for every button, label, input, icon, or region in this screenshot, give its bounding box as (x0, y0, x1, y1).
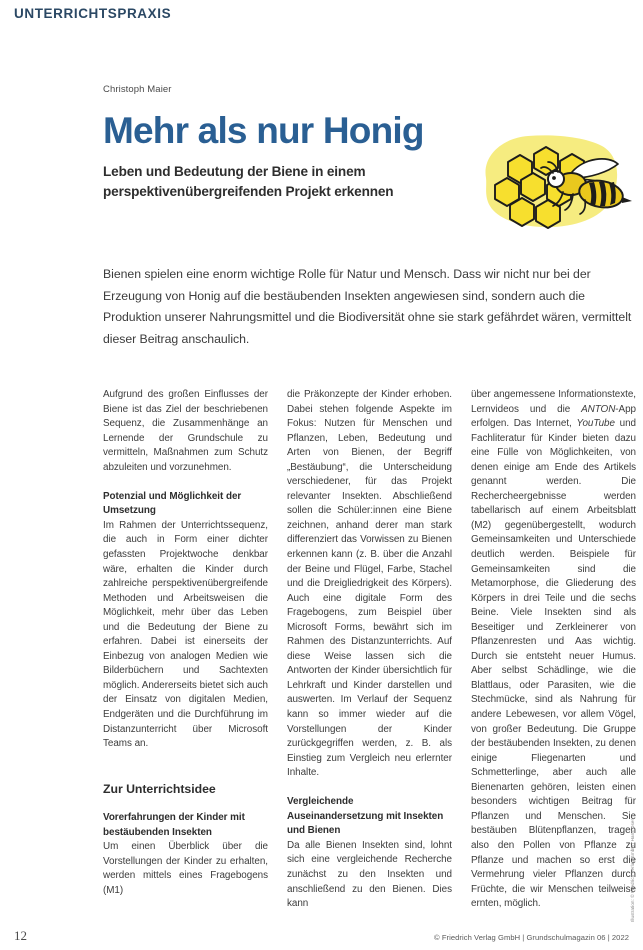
bee-illustration-svg (468, 128, 638, 233)
page-title: Mehr als nur Honig (103, 110, 424, 151)
page-subtitle: Leben und Bedeutung der Biene in einem perspektivenübergreifenden Projekt erkennen (103, 164, 394, 199)
section-heading: Zur Unterrichtsidee (103, 781, 216, 796)
bee-stinger (622, 197, 632, 203)
author-byline: Christoph Maier (103, 84, 172, 95)
imprint-line: © Friedrich Verlag GmbH | Grundschulmagazin 06 | 2022 (434, 933, 629, 942)
title-block (103, 110, 463, 202)
body-column-2 (287, 388, 452, 928)
bee-stripes (589, 181, 616, 206)
running-head: UNTERRICHTSPRAXIS (14, 6, 172, 21)
body-paragraph: Aufgrund des großen Einflusses der Biene ist das Ziel der beschriebenen Sequenz, die Zusammenhänge an Lernende der Grundschule zu vermitteln, Maßnahmen zum Schutz abzuleiten und vorzunehmen. (103, 389, 268, 473)
body-paragraph: Um einen Überblick über die Vorstellungen der Kinder zu erhalten, werden mittels eines Fragebogens (M1) (103, 841, 268, 896)
photo-credit-text: Illustration: © Friedrich Verlag GmbH | Hans Oser (630, 818, 635, 922)
subsection-heading: Vorerfahrungen der Kinder mit bestäubenden Insekten (103, 812, 245, 838)
body-column-3 (471, 388, 636, 928)
body-paragraph: Da alle Bienen Insekten sind, lohnt sich eine vergleichende Recherche zunächst zu den Insekten und anschließend zu den Bienen. Dies kann (287, 839, 452, 910)
body-column-1 (103, 388, 268, 928)
lead-paragraph: Bienen spielen eine enorm wichtige Rolle für Natur und Mensch. Dass wir nicht nur bei der Erzeugung von Honig auf die bestäubenden Insekten angewiesen sind, sondern auch die Produktion unserer Nahrungsmittel und die Biodiversität ohne sie stark gefährdet wären, vermittelt dieser Beitrag anschaulich. (103, 267, 632, 346)
bee-on-honeycomb-illustration (468, 128, 638, 233)
body-paragraph: die Präkonzepte der Kinder erhoben. Dabei stehen folgende Aspekte im Fokus: Nutzen für Menschen und Pflanzen, Leben, Bedeutung und Arten von Bienen, der Begriff „Bestäubung“, die Unterscheidung verschiedener, für das Projekt relevanter Insekten. Abschließend sollen die Schüler:innen eine Biene zeichnen, anhand derer man stark differenziert das Vorwissen zu Bienen erkennen kann (z. B. über die Anzahl der Beine und Flügel, Farbe, Stachel und die Dreigliedrigkeit des Körpers). Auch eine digitale Form des Fragebogens, zum Beispiel über Microsoft Forms, bewährt sich im Rahmen des Distanzunterrichts. Auf diese Weise lassen sich die Antworten der Kinder übersichtlich für Lehrkraft und Kinder darstellen und auswerten. Im Verlauf der Sequenz kann so immer wieder auf die Vorstellungen der Kinder zurückgegriffen werden, z. B. als Einstieg zum Vergleich neu erlernter Inhalte. (287, 389, 452, 779)
page-number: 12 (14, 928, 27, 943)
body-paragraph: über angemessene Informationstexte, Lernvideos und die ANTON-App erfolgen. Das Internet, YouTube und Fachliteratur für Kinder bieten dazu eine Fülle von Möglichkeiten, von denen einige am Ende des Artikels genannt werden. Die Rechercheergebnisse werden tabellarisch auf einem Arbeitsblatt (M2) gegenübergestellt, wodurch Gemeinsamkeiten und Unterschiede deutlich werden. Beispiele für Gemeinsamkeiten sind die Metamorphose, die Gliederung des Körpers in drei Teile und die sechs Beine. Viele Insekten sind als Beseitiger und Zerkleinerer von Pflanzenresten und Aas wichtig. Durch sie entsteht neuer Humus. Aber selbst Schädlinge, wie die Blattlaus, oder Parasiten, wie die Stechmücke, sind als Nahrung für andere Lebewesen, vor allem Vögel, von großer Bedeutung. Die Gruppe der bestäubenden Insekten, zu denen einige Fliegenarten und Schmetterlinge, aber auch alle Bienenarten gehören, leisten einen besonders wichtigen Beitrag für Pflanzen und Menschen. Sie bestäuben Blütenpflanzen, tragen also den Pollen von Pflanze zu Pflanze und machen so erst die Vermehrung vieler Pflanzen durch Früchte, die wir Menschen teilweise ernten, möglich. (471, 389, 637, 910)
body-paragraph: Im Rahmen der Unterrichtssequenz, die auch in Form einer dichter gefassten Projektwoche denkbar wäre, erhalten die Kinder durch zahlreiche perspektivenübergreifende Methoden und Arbeitsweisen die Möglichkeit, mehr über das Leben und die Bedeutung der Biene zu erfahren. Dabei ist einerseits der Einbezug von analogen Medien wie Bilderbüchern und Sachtexten möglich. Andererseits bietet sich auch der Einsatz von digitalen Medien, Endgeräten und die Durchführung im Distanzunterricht über Microsoft Teams an. (103, 519, 268, 750)
subsection-heading: Vergleichende Auseinandersetzung mit Insekten und Bienen (287, 796, 444, 837)
photo-credit (630, 602, 636, 922)
body-columns (103, 388, 638, 928)
subsection-heading: Potenzial und Möglichkeit der Umsetzung (103, 490, 242, 517)
